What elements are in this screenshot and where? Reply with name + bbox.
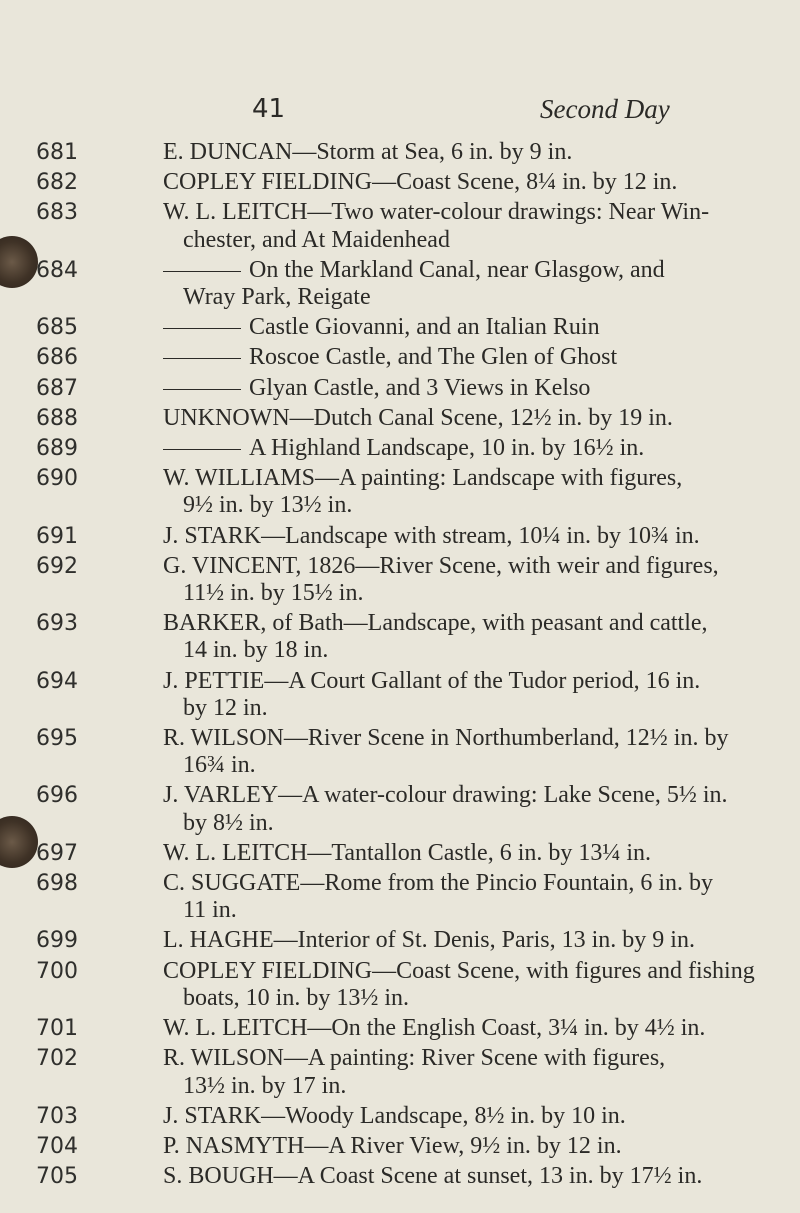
lot-line: 13½ in. by 17 in. bbox=[183, 1072, 347, 1099]
lot-line: Wray Park, Reigate bbox=[183, 284, 371, 311]
lot-line: On the Markland Canal, near Glasgow, and bbox=[163, 257, 779, 284]
ditto-dash bbox=[163, 389, 241, 390]
lot-number: 691 bbox=[36, 523, 78, 549]
lot-description bbox=[163, 553, 779, 607]
lot-entry bbox=[0, 465, 800, 519]
lot-description bbox=[163, 139, 779, 166]
lot-entry bbox=[0, 344, 800, 371]
lot-number: 696 bbox=[36, 783, 78, 809]
lot-line: R. WILSON—River Scene in Northumberland, 12½ in. by bbox=[163, 725, 729, 752]
lot-number: 684 bbox=[36, 257, 78, 283]
lot-description bbox=[163, 199, 779, 253]
lot-entry bbox=[0, 435, 800, 462]
lot-entry bbox=[0, 1015, 800, 1042]
lot-line: UNKNOWN—Dutch Canal Scene, 12½ in. by 19 in. bbox=[163, 404, 673, 431]
lot-number: 688 bbox=[36, 405, 78, 431]
lot-line: 16¾ in. bbox=[183, 752, 256, 779]
lot-number: 692 bbox=[36, 553, 78, 579]
lot-line: C. SUGGATE—Rome from the Pincio Fountain, 6 in. by bbox=[163, 870, 713, 897]
lot-line: 11½ in. by 15½ in. bbox=[183, 580, 364, 607]
lot-number: 701 bbox=[36, 1016, 78, 1042]
lot-number: 690 bbox=[36, 466, 78, 492]
lot-description bbox=[163, 725, 779, 779]
lot-entry bbox=[0, 523, 800, 550]
lot-line: 14 in. by 18 in. bbox=[183, 637, 329, 664]
lot-number: 687 bbox=[36, 375, 78, 401]
lot-line: by 8½ in. bbox=[183, 809, 274, 836]
lot-line: W. L. LEITCH—Two water-colour drawings: Near Win- bbox=[163, 199, 710, 226]
ditto-dash bbox=[163, 328, 241, 329]
page-number: 41 bbox=[252, 94, 286, 124]
lot-entry bbox=[0, 1163, 800, 1190]
lot-line: Castle Giovanni, and an Italian Ruin bbox=[163, 314, 779, 341]
lot-number: 698 bbox=[36, 871, 78, 897]
ditto-dash bbox=[163, 449, 241, 450]
lot-description bbox=[163, 435, 779, 462]
lot-entry bbox=[0, 668, 800, 722]
lot-description bbox=[163, 927, 779, 954]
lot-list bbox=[0, 139, 800, 1193]
lot-line: by 12 in. bbox=[183, 694, 268, 721]
lot-number: 702 bbox=[36, 1046, 78, 1072]
lot-entry bbox=[0, 1133, 800, 1160]
lot-line: L. HAGHE—Interior of St. Denis, Paris, 13 in. by 9 in. bbox=[163, 927, 695, 954]
lot-line: G. VINCENT, 1826—River Scene, with weir and figures, bbox=[163, 552, 719, 579]
lot-entry bbox=[0, 1045, 800, 1099]
lot-description bbox=[163, 375, 779, 402]
lot-number: 697 bbox=[36, 840, 78, 866]
lot-line: W. WILLIAMS—A painting: Landscape with figures, bbox=[163, 465, 683, 492]
lot-number: 685 bbox=[36, 315, 78, 341]
lot-description bbox=[163, 257, 779, 311]
lot-line: BARKER, of Bath—Landscape, with peasant and cattle, bbox=[163, 610, 708, 637]
lot-description bbox=[163, 344, 779, 371]
lot-number: 682 bbox=[36, 170, 78, 196]
lot-entry bbox=[0, 553, 800, 607]
lot-line: J. STARK—Landscape with stream, 10¼ in. by 10¾ in. bbox=[163, 522, 700, 549]
running-head bbox=[0, 94, 800, 128]
lot-number: 695 bbox=[36, 726, 78, 752]
lot-line: S. BOUGH—A Coast Scene at sunset, 13 in. by 17½ in. bbox=[163, 1163, 703, 1190]
lot-entry bbox=[0, 725, 800, 779]
lot-description bbox=[163, 314, 779, 341]
lot-entry bbox=[0, 314, 800, 341]
lot-entry bbox=[0, 405, 800, 432]
lot-entry bbox=[0, 1103, 800, 1130]
lot-entry bbox=[0, 257, 800, 311]
lot-entry bbox=[0, 610, 800, 664]
lot-number: 693 bbox=[36, 611, 78, 637]
lot-number: 704 bbox=[36, 1133, 78, 1159]
lot-entry bbox=[0, 139, 800, 166]
lot-number: 700 bbox=[36, 958, 78, 984]
lot-entry bbox=[0, 375, 800, 402]
lot-line: R. WILSON—A painting: River Scene with figures, bbox=[163, 1045, 666, 1072]
lot-number: 689 bbox=[36, 436, 78, 462]
lot-entry bbox=[0, 870, 800, 924]
lot-entry bbox=[0, 199, 800, 253]
lot-entry bbox=[0, 927, 800, 954]
lot-description bbox=[163, 840, 779, 867]
lot-number: 705 bbox=[36, 1164, 78, 1190]
lot-description bbox=[163, 958, 779, 1012]
lot-entry bbox=[0, 958, 800, 1012]
lot-line: Roscoe Castle, and The Glen of Ghost bbox=[163, 344, 779, 371]
lot-line: chester, and At Maidenhead bbox=[183, 226, 450, 253]
lot-number: 703 bbox=[36, 1103, 78, 1129]
lot-line: COPLEY FIELDING—Coast Scene, 8¼ in. by 12 in. bbox=[163, 169, 678, 196]
lot-number: 699 bbox=[36, 928, 78, 954]
ditto-dash bbox=[163, 358, 241, 359]
lot-line: J. STARK—Woody Landscape, 8½ in. by 10 in. bbox=[163, 1102, 626, 1129]
lot-line: W. L. LEITCH—Tantallon Castle, 6 in. by 13¼ in. bbox=[163, 839, 652, 866]
lot-description bbox=[163, 1103, 779, 1130]
lot-description bbox=[163, 1163, 779, 1190]
lot-description bbox=[163, 1045, 779, 1099]
lot-description bbox=[163, 465, 779, 519]
lot-description bbox=[163, 169, 779, 196]
lot-number: 683 bbox=[36, 200, 78, 226]
lot-line: boats, 10 in. by 13½ in. bbox=[183, 984, 409, 1011]
lot-number: 681 bbox=[36, 140, 78, 165]
lot-line: COPLEY FIELDING—Coast Scene, with figures and fishing bbox=[163, 957, 755, 984]
lot-entry bbox=[0, 169, 800, 196]
lot-line: E. DUNCAN—Storm at Sea, 6 in. by 9 in. bbox=[163, 139, 573, 165]
lot-line: A Highland Landscape, 10 in. by 16½ in. bbox=[163, 435, 779, 462]
lot-description bbox=[163, 782, 779, 836]
lot-entry bbox=[0, 782, 800, 836]
lot-description bbox=[163, 523, 779, 550]
lot-description bbox=[163, 1133, 779, 1160]
lot-description bbox=[163, 610, 779, 664]
lot-line: 11 in. bbox=[183, 897, 237, 924]
lot-line: W. L. LEITCH—On the English Coast, 3¼ in. by 4½ in. bbox=[163, 1015, 706, 1042]
lot-line: Glyan Castle, and 3 Views in Kelso bbox=[163, 375, 779, 402]
lot-description bbox=[163, 405, 779, 432]
ditto-dash bbox=[163, 271, 241, 272]
lot-entry bbox=[0, 840, 800, 867]
lot-number: 694 bbox=[36, 668, 78, 694]
lot-line: J. PETTIE—A Court Gallant of the Tudor period, 16 in. bbox=[163, 667, 701, 694]
lot-number: 686 bbox=[36, 345, 78, 371]
lot-description bbox=[163, 1015, 779, 1042]
lot-description bbox=[163, 668, 779, 722]
section-label: Second Day bbox=[540, 94, 670, 124]
lot-line: 9½ in. by 13½ in. bbox=[183, 492, 353, 519]
lot-line: P. NASMYTH—A River View, 9½ in. by 12 in. bbox=[163, 1132, 622, 1159]
lot-description bbox=[163, 870, 779, 924]
lot-line: J. VARLEY—A water-colour drawing: Lake Scene, 5½ in. bbox=[163, 782, 728, 809]
